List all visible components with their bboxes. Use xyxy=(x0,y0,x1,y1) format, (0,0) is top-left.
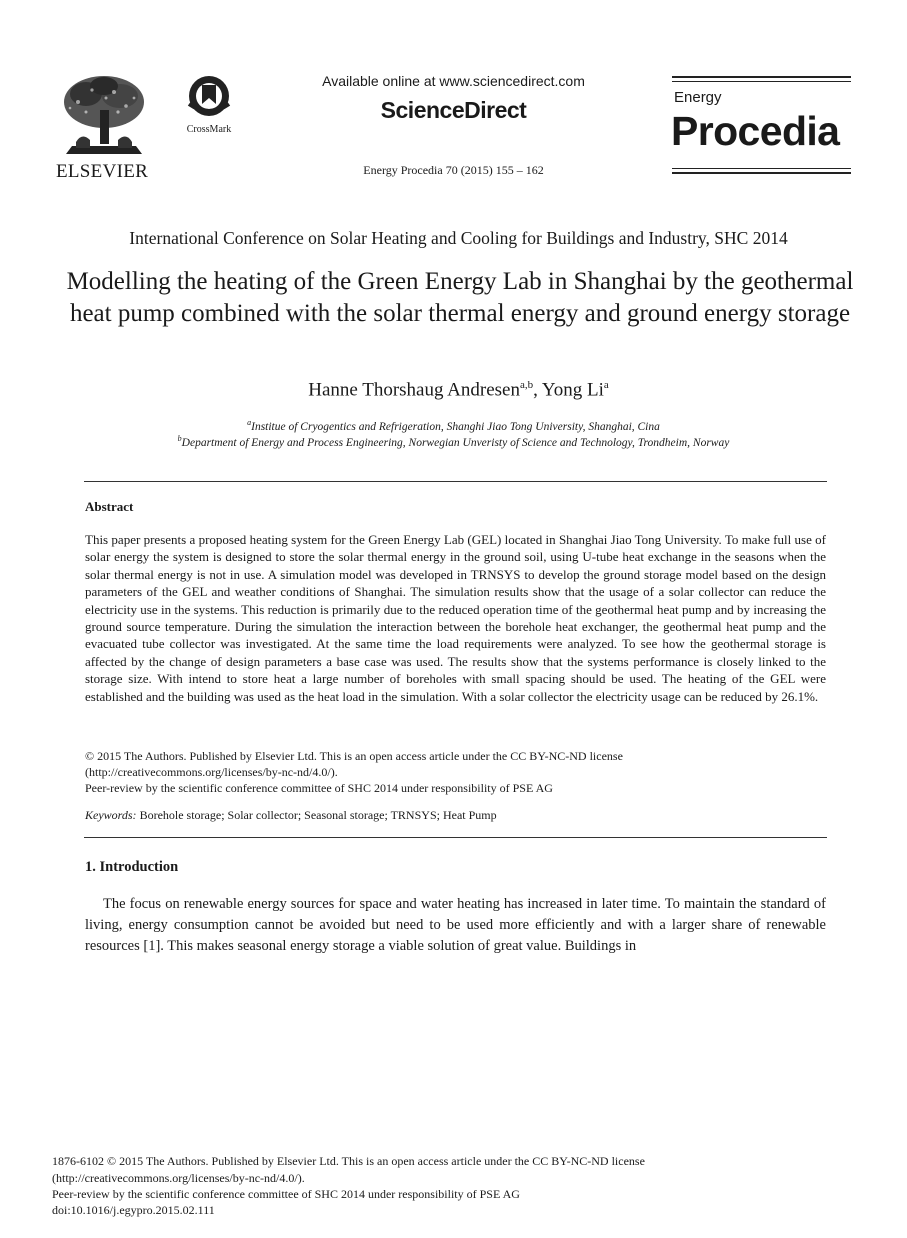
journal-logo-rule xyxy=(672,168,851,169)
author-affiliation-mark: a,b xyxy=(519,379,534,391)
affiliation-mark: a xyxy=(247,418,252,427)
affiliation-text: Department of Energy and Process Engineering, Norwegian Unveristy of Science and Technology, Trondheim, Norway xyxy=(181,436,730,449)
journal-logo-procedia: Procedia xyxy=(671,108,840,154)
affiliation-b xyxy=(0,434,907,449)
footer-peer-review: Peer-review by the scientific conference committee of SHC 2014 under responsibility of PSE AG xyxy=(52,1187,520,1201)
author-name: Yong Li xyxy=(541,379,604,401)
author-name: Hanne Thorshaug Andresen xyxy=(308,379,520,401)
introduction-heading: 1. Introduction xyxy=(85,859,179,875)
copyright-line: © 2015 The Authors. Published by Elsevier Ltd. This is an open access article under the CC BY-NC-ND license xyxy=(85,749,623,763)
keywords-list: Borehole storage; Solar collector; Seasonal storage; TRNSYS; Heat Pump xyxy=(136,808,497,822)
journal-reference: Energy Procedia 70 (2015) 155 – 162 xyxy=(363,163,544,177)
journal-logo-rule xyxy=(672,81,851,82)
journal-logo-energy: Energy xyxy=(674,89,722,106)
footer-copyright: 1876-6102 © 2015 The Authors. Published by Elsevier Ltd. This is an open access article under the CC BY-NC-ND license xyxy=(52,1154,645,1168)
copyright-notice xyxy=(85,748,826,780)
affiliation-text: Institue of Cryogentics and Refrigeration, Shanghi Jiao Tong University, Shanghai, Cina xyxy=(251,420,660,433)
elsevier-wordmark: ELSEVIER xyxy=(56,161,149,182)
affiliation-a xyxy=(0,418,907,433)
introduction-text: The focus on renewable energy sources for space and water heating has increased in later time. To maintain the standard of living, energy consumption cannot be avoided but need to be used more efficiently and with a larger share of renewable resources [1]. This makes seasonal energy storage a viable solution of great value. Buildings in xyxy=(85,896,826,954)
abstract-body: This paper presents a proposed heating system for the Green Energy Lab (GEL) located in Shanghai Jiao Tong University. To make full use of solar energy the system is designed to store the solar thermal energy in the ground soil, using U-tube heat exchange in the seasons when the solar thermal energy is not in use. A simulation model was developed in TRNSYS to develop the ground storage model based on the design parameters of the GEL and weather conditions of Shanghai. The simulation results show that the usage of a solar collector can reduce the electricity use in the systems. This reduction is primarily due to the reduced operation time of the geothermal heat pump and by increasing the ground source temperature. During the simulation the interaction between the borehole heat exchanger, the geothermal heat pump and the evacuated tube collector was investigated. At the same time the load requirements were analyzed. To see how the geothermal storage is affected by the change of design parameters a base case was used. The results show that the systems performance is closely linked to the storage size. With intend to store heat a large number of boreholes with small spacing should be used. The heating of the GEL were established and the building was used as the heat load in the simulation. With a solar collector the electricity usage can be reduced by 26.1%. xyxy=(85,532,826,704)
available-online-text: Available online at www.sciencedirect.com xyxy=(322,73,585,89)
author-list xyxy=(0,379,907,401)
conference-name: International Conference on Solar Heating and Cooling for Buildings and Industry, SHC 2014 xyxy=(129,228,788,248)
footer-doi[interactable]: doi:10.1016/j.egypro.2015.02.111 xyxy=(52,1203,215,1217)
introduction-body xyxy=(85,894,826,957)
author-affiliation-mark: a xyxy=(603,379,609,391)
journal-logo-rule xyxy=(672,172,851,174)
footer-license-link[interactable]: (http://creativecommons.org/licenses/by-nc-nd/4.0/). xyxy=(52,1171,305,1185)
keywords-label: Keywords: xyxy=(85,808,137,822)
section-divider xyxy=(84,481,827,482)
keywords-line xyxy=(85,807,826,823)
abstract-heading: Abstract xyxy=(85,499,134,514)
license-link[interactable]: (http://creativecommons.org/licenses/by-nc-nd/4.0/). xyxy=(85,765,338,779)
paper-title: Modelling the heating of the Green Energy Lab in Shanghai by the geothermal heat pump combined with the solar thermal energy and ground energy storage xyxy=(66,268,854,327)
journal-logo-rule xyxy=(672,76,851,78)
author-separator: , xyxy=(533,379,542,401)
crossmark-label: CrossMark xyxy=(186,124,232,135)
peer-review-note: Peer-review by the scientific conference committee of SHC 2014 under responsibility of PSE AG xyxy=(85,781,553,795)
section-divider xyxy=(84,837,827,838)
sciencedirect-brand[interactable]: ScienceDirect xyxy=(380,97,527,123)
affiliation-mark: b xyxy=(177,434,182,443)
